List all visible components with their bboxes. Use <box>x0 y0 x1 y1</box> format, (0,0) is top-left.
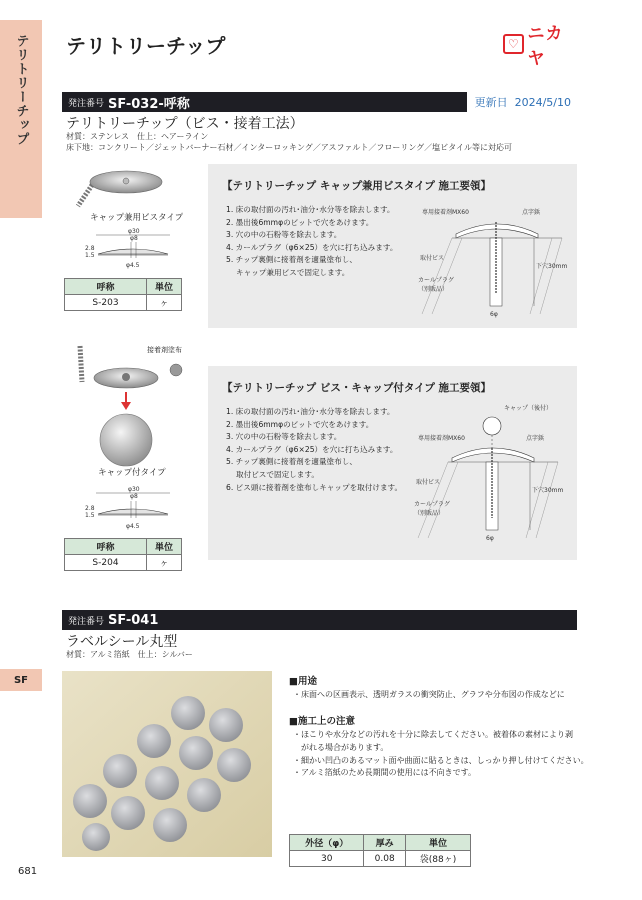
label-plug: カールプラグ <box>414 501 450 508</box>
list-item: 3. 穴の中の石粉等を除去します。 <box>226 230 342 240</box>
label-adhesive: 専用接着剤MX60 <box>418 435 465 442</box>
label-plug: カールプラグ <box>418 277 454 284</box>
list-item: 1. 床の取付面の汚れ･油分･水分等を除去します。 <box>226 407 395 416</box>
label-hole-depth: 下穴30mm <box>536 263 568 270</box>
material-spec: 材質：アルミ箔紙 仕上：シルバー <box>66 650 193 659</box>
side-tab-label: テリトリーチップ <box>13 34 29 146</box>
install-guide-b-title: 【テリトリーチップ ビス・キャップ付タイプ 施工要領】 <box>222 382 491 394</box>
label-adhesive: 専用接着剤MX60 <box>422 209 469 216</box>
dim-outer: φ30 <box>128 228 140 235</box>
table-cell: 30 <box>290 851 364 867</box>
list-item: がれる場合があります。 <box>293 742 389 752</box>
table-header: 単位 <box>147 279 182 295</box>
section-index-tab: SF <box>0 669 42 691</box>
notes-title: ■施工上の注意 <box>289 716 355 727</box>
install-diagram-a <box>412 204 572 320</box>
dim-height: 2.8 <box>85 505 95 512</box>
screw-cap-illustration <box>64 160 172 214</box>
order-label: 発注番号 <box>68 616 105 627</box>
install-guide-b <box>208 366 577 560</box>
label-dot-stud: 点字鋲 <box>526 435 545 442</box>
install-steps-b <box>226 406 402 494</box>
table-cell: S-203 <box>65 295 147 311</box>
label-diameter: 6φ <box>490 311 498 318</box>
list-item: 5. チップ裏側に接着剤を適量塗布し、 <box>226 255 357 265</box>
list-item: ・細かい凹凸のあるマット面や曲面に貼るときは、しっかり押し付けてください。 <box>293 755 589 765</box>
list-item: キャップ兼用ビスで固定します。 <box>226 267 350 277</box>
label-screw: 取付ビス <box>420 255 445 262</box>
product-subtitle: ラベルシール丸型 <box>66 634 178 650</box>
list-item: 3. 穴の中の石粉等を除去します。 <box>226 432 342 442</box>
label-hole-depth: 下穴30mm <box>532 487 564 494</box>
install-guide-a <box>208 164 577 328</box>
table-header: 呼称 <box>65 539 147 555</box>
type-b-caption: キャップ付タイプ <box>98 468 166 478</box>
notes-list <box>293 729 589 780</box>
order-code: SF-032-呼称 <box>108 96 190 112</box>
page-title: テリトリーチップ <box>66 34 226 58</box>
dim-head: φ8 <box>130 493 138 500</box>
material-spec: 材質：ステンレス 仕上：ヘアーライン <box>66 132 209 141</box>
update-date <box>467 92 577 112</box>
logo-text: ニカヤ <box>527 24 564 69</box>
table-cell: 0.08 <box>364 851 406 867</box>
table-cell: ヶ <box>147 295 182 311</box>
dim-hole: φ4.5 <box>126 523 140 530</box>
dim-outer: φ30 <box>128 486 140 493</box>
table-header: 厚み <box>364 835 406 851</box>
type-a-dimension-drawing <box>84 224 174 270</box>
seal-spec-table <box>289 834 471 867</box>
dim-thickness: 1.5 <box>85 512 95 519</box>
label-plug-note: （別販品） <box>418 286 449 293</box>
glue-label: 接着剤塗布 <box>147 346 182 354</box>
label-diameter: 6φ <box>486 535 494 542</box>
list-item: 1. 床の取付面の汚れ･油分･水分等を除去します。 <box>226 205 395 214</box>
update-value: 2024/5/10 <box>514 95 571 109</box>
floor-spec: 床下地：コンクリート／ジェットバーナー石材／インターロッキング／アスファルト／フローリング／塩ビタイル等に対応可 <box>66 143 512 152</box>
list-item: 2. 墨出後6mmφのビットで穴をあけます。 <box>226 217 374 227</box>
list-item: 5. チップ裏側に接着剤を適量塗布し、 <box>226 457 357 467</box>
dim-hole: φ4.5 <box>126 262 140 269</box>
table-header: 単位 <box>405 835 470 851</box>
install-guide-a-title: 【テリトリーチップ キャップ兼用ビスタイプ 施工要領】 <box>222 180 491 192</box>
order-label: 発注番号 <box>68 98 105 109</box>
section-header-sf041 <box>62 610 577 630</box>
table-header: 単位 <box>147 539 182 555</box>
list-item: 取付ビスで固定します。 <box>226 469 319 479</box>
order-code: SF-041 <box>108 612 159 628</box>
usage-text: ・床面への区画表示、透明ガラスの衝突防止、グラフや分布図の作成などに <box>293 690 565 699</box>
install-steps-a <box>226 204 397 280</box>
heart-icon: ♡ <box>503 34 524 54</box>
dim-head: φ8 <box>130 235 138 242</box>
label-screw: 取付ビス <box>416 479 441 486</box>
side-category-tab <box>0 20 42 218</box>
table-cell: 袋(88ヶ) <box>405 851 470 867</box>
table-header: 呼称 <box>65 279 147 295</box>
type-a-caption: キャップ兼用ビスタイプ <box>90 213 184 223</box>
dim-height: 2.8 <box>85 245 95 252</box>
list-item: 4. カールプラグ（φ6×25）を穴に打ち込みます。 <box>226 242 398 252</box>
usage-title: ■用途 <box>289 676 317 687</box>
type-b-spec-table <box>64 538 182 571</box>
label-dot-stud: 点字鋲 <box>522 209 541 216</box>
section-header-sf032 <box>62 92 577 112</box>
update-label: 更新日 <box>474 96 508 109</box>
table-cell: ヶ <box>147 555 182 571</box>
list-item: 6. ビス頭に接着剤を塗布しキャップを取付けます。 <box>226 482 403 492</box>
table-cell: S-204 <box>65 555 147 571</box>
label-cap: キャップ（後付） <box>504 405 553 412</box>
label-plug-note: （別販品） <box>414 510 445 517</box>
list-item: 2. 墨出後6mmφのビットで穴をあけます。 <box>226 419 374 429</box>
label-seal-photo <box>62 671 272 857</box>
page-number: 681 <box>18 866 38 877</box>
dim-thickness: 1.5 <box>85 252 95 259</box>
type-b-dimension-drawing <box>84 482 174 532</box>
install-diagram-b <box>408 402 572 544</box>
brand-logo <box>503 24 577 69</box>
table-header: 外径（φ） <box>290 835 364 851</box>
product-subtitle: テリトリーチップ（ビス・接着工法） <box>66 116 304 132</box>
type-a-spec-table <box>64 278 182 311</box>
list-item: ・アルミ箔紙のため長期間の使用には不向きです。 <box>293 768 477 778</box>
list-item: 4. カールプラグ（φ6×25）を穴に打ち込みます。 <box>226 444 398 454</box>
list-item: ・ほこりや水分などの汚れを十分に除去してください。被着体の素材により剥 <box>293 730 573 739</box>
